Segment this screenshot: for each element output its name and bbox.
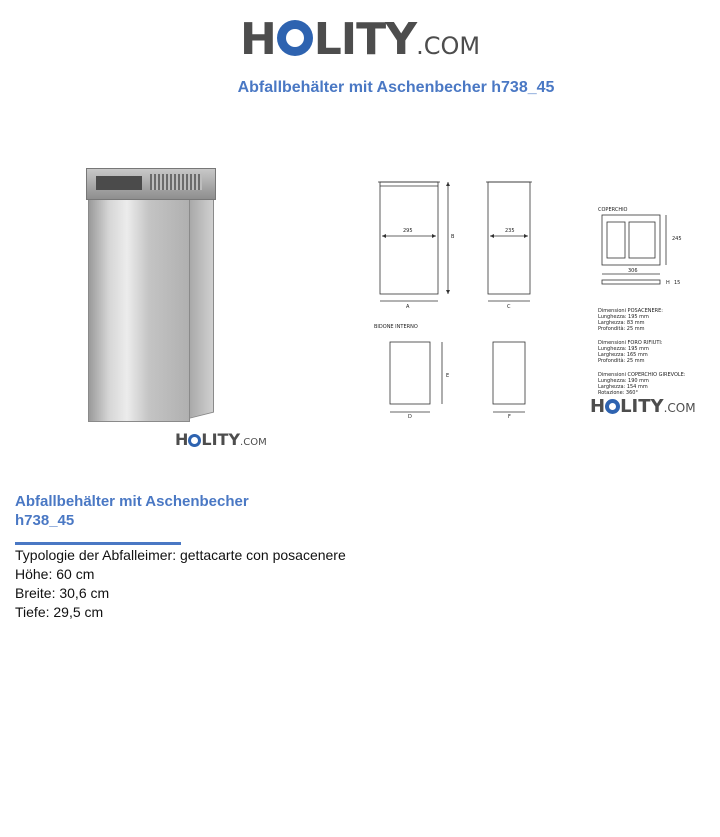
side-view-outline: [488, 182, 530, 294]
logo-suffix: .COM: [416, 32, 481, 60]
spec-item-width: Breite: 30,6 cm: [15, 585, 110, 601]
logo-o-icon: [277, 20, 313, 56]
photo-watermark-logo: [175, 430, 267, 449]
dim-b-label: B: [451, 234, 455, 240]
page-title: Abfallbehälter mit Aschenbecher h738_45: [237, 79, 555, 96]
drawing-spec: Larghezza: 83 mm: [598, 320, 645, 326]
bin-side-panel: [188, 186, 214, 419]
drawing-spec: Lunghezza: 195 mm: [598, 346, 649, 352]
spec-item-type: Typologie der Abfalleimer: gettacarte con posacenere: [15, 547, 346, 563]
bin-ashtray-grid: [150, 174, 202, 190]
photo-logo-right: LITY: [201, 430, 241, 449]
dim-c-label: C: [507, 304, 511, 310]
draw-logo-right: LITY: [620, 396, 664, 417]
drawing-watermark-logo: [590, 396, 696, 417]
dim-d-label: D: [408, 414, 412, 420]
logo-text-left: H: [239, 14, 276, 65]
dim-f-label: F: [508, 414, 511, 420]
bin-waste-slot: [96, 176, 142, 190]
product-title: [15, 492, 315, 530]
draw-logo-o-icon: [605, 399, 620, 414]
drawing-spec: Lunghezza: 190 mm: [598, 378, 649, 384]
lid-label: COPERCHIO: [598, 207, 628, 213]
title-divider: [15, 542, 181, 545]
photo-logo-left: H: [175, 430, 189, 449]
lid-outline: [602, 215, 660, 265]
inner-bin-front: [390, 342, 430, 404]
dim-a-label: A: [406, 304, 410, 310]
dim-a-value: 295: [403, 228, 413, 234]
drawing-spec: Profondità: 25 mm: [598, 326, 645, 332]
photo-logo-suffix: .COM: [240, 437, 267, 448]
draw-logo-left: H: [590, 396, 606, 417]
drawing-spec: Dimensioni FORO RIFIUTI:: [598, 340, 663, 346]
photo-logo-o-icon: [188, 434, 201, 447]
spec-item-depth: Tiefe: 29,5 cm: [15, 604, 104, 620]
lid-depth-value: 245: [672, 236, 682, 242]
lid-h-value: 15: [674, 280, 681, 286]
drawing-spec: Dimensioni COPERCHIO GIREVOLE:: [598, 372, 686, 378]
product-spec-list: [15, 546, 346, 622]
drawing-spec: Larghezza: 165 mm: [598, 352, 648, 358]
drawing-spec: Lunghezza: 195 mm: [598, 314, 649, 320]
product-title-line1: Abfallbehälter mit Aschenbecher: [15, 493, 249, 510]
inner-bin-label: BIDONE INTERNO: [374, 324, 418, 330]
technical-drawing: [360, 170, 700, 420]
draw-logo-suffix: .COM: [663, 401, 696, 415]
inner-bin-side: [493, 342, 525, 404]
dim-e-label: E: [446, 373, 450, 379]
site-logo[interactable]: [0, 14, 720, 65]
spec-item-height: Höhe: 60 cm: [15, 566, 95, 582]
lid-h-label: H: [666, 280, 670, 286]
product-title-line2: h738_45: [15, 512, 75, 529]
drawing-spec: Larghezza: 154 mm: [598, 384, 648, 390]
front-view-outline: [380, 182, 438, 294]
dim-c-value: 235: [505, 228, 515, 234]
drawing-spec: Dimensioni POSACENERE:: [598, 308, 663, 314]
lid-width-value: 306: [628, 268, 638, 274]
logo-text-right: LITY: [313, 14, 417, 65]
drawing-spec: Rotazione: 360°: [598, 390, 638, 396]
bin-front-panel: [88, 198, 190, 422]
drawing-spec: Profondità: 25 mm: [598, 358, 645, 364]
